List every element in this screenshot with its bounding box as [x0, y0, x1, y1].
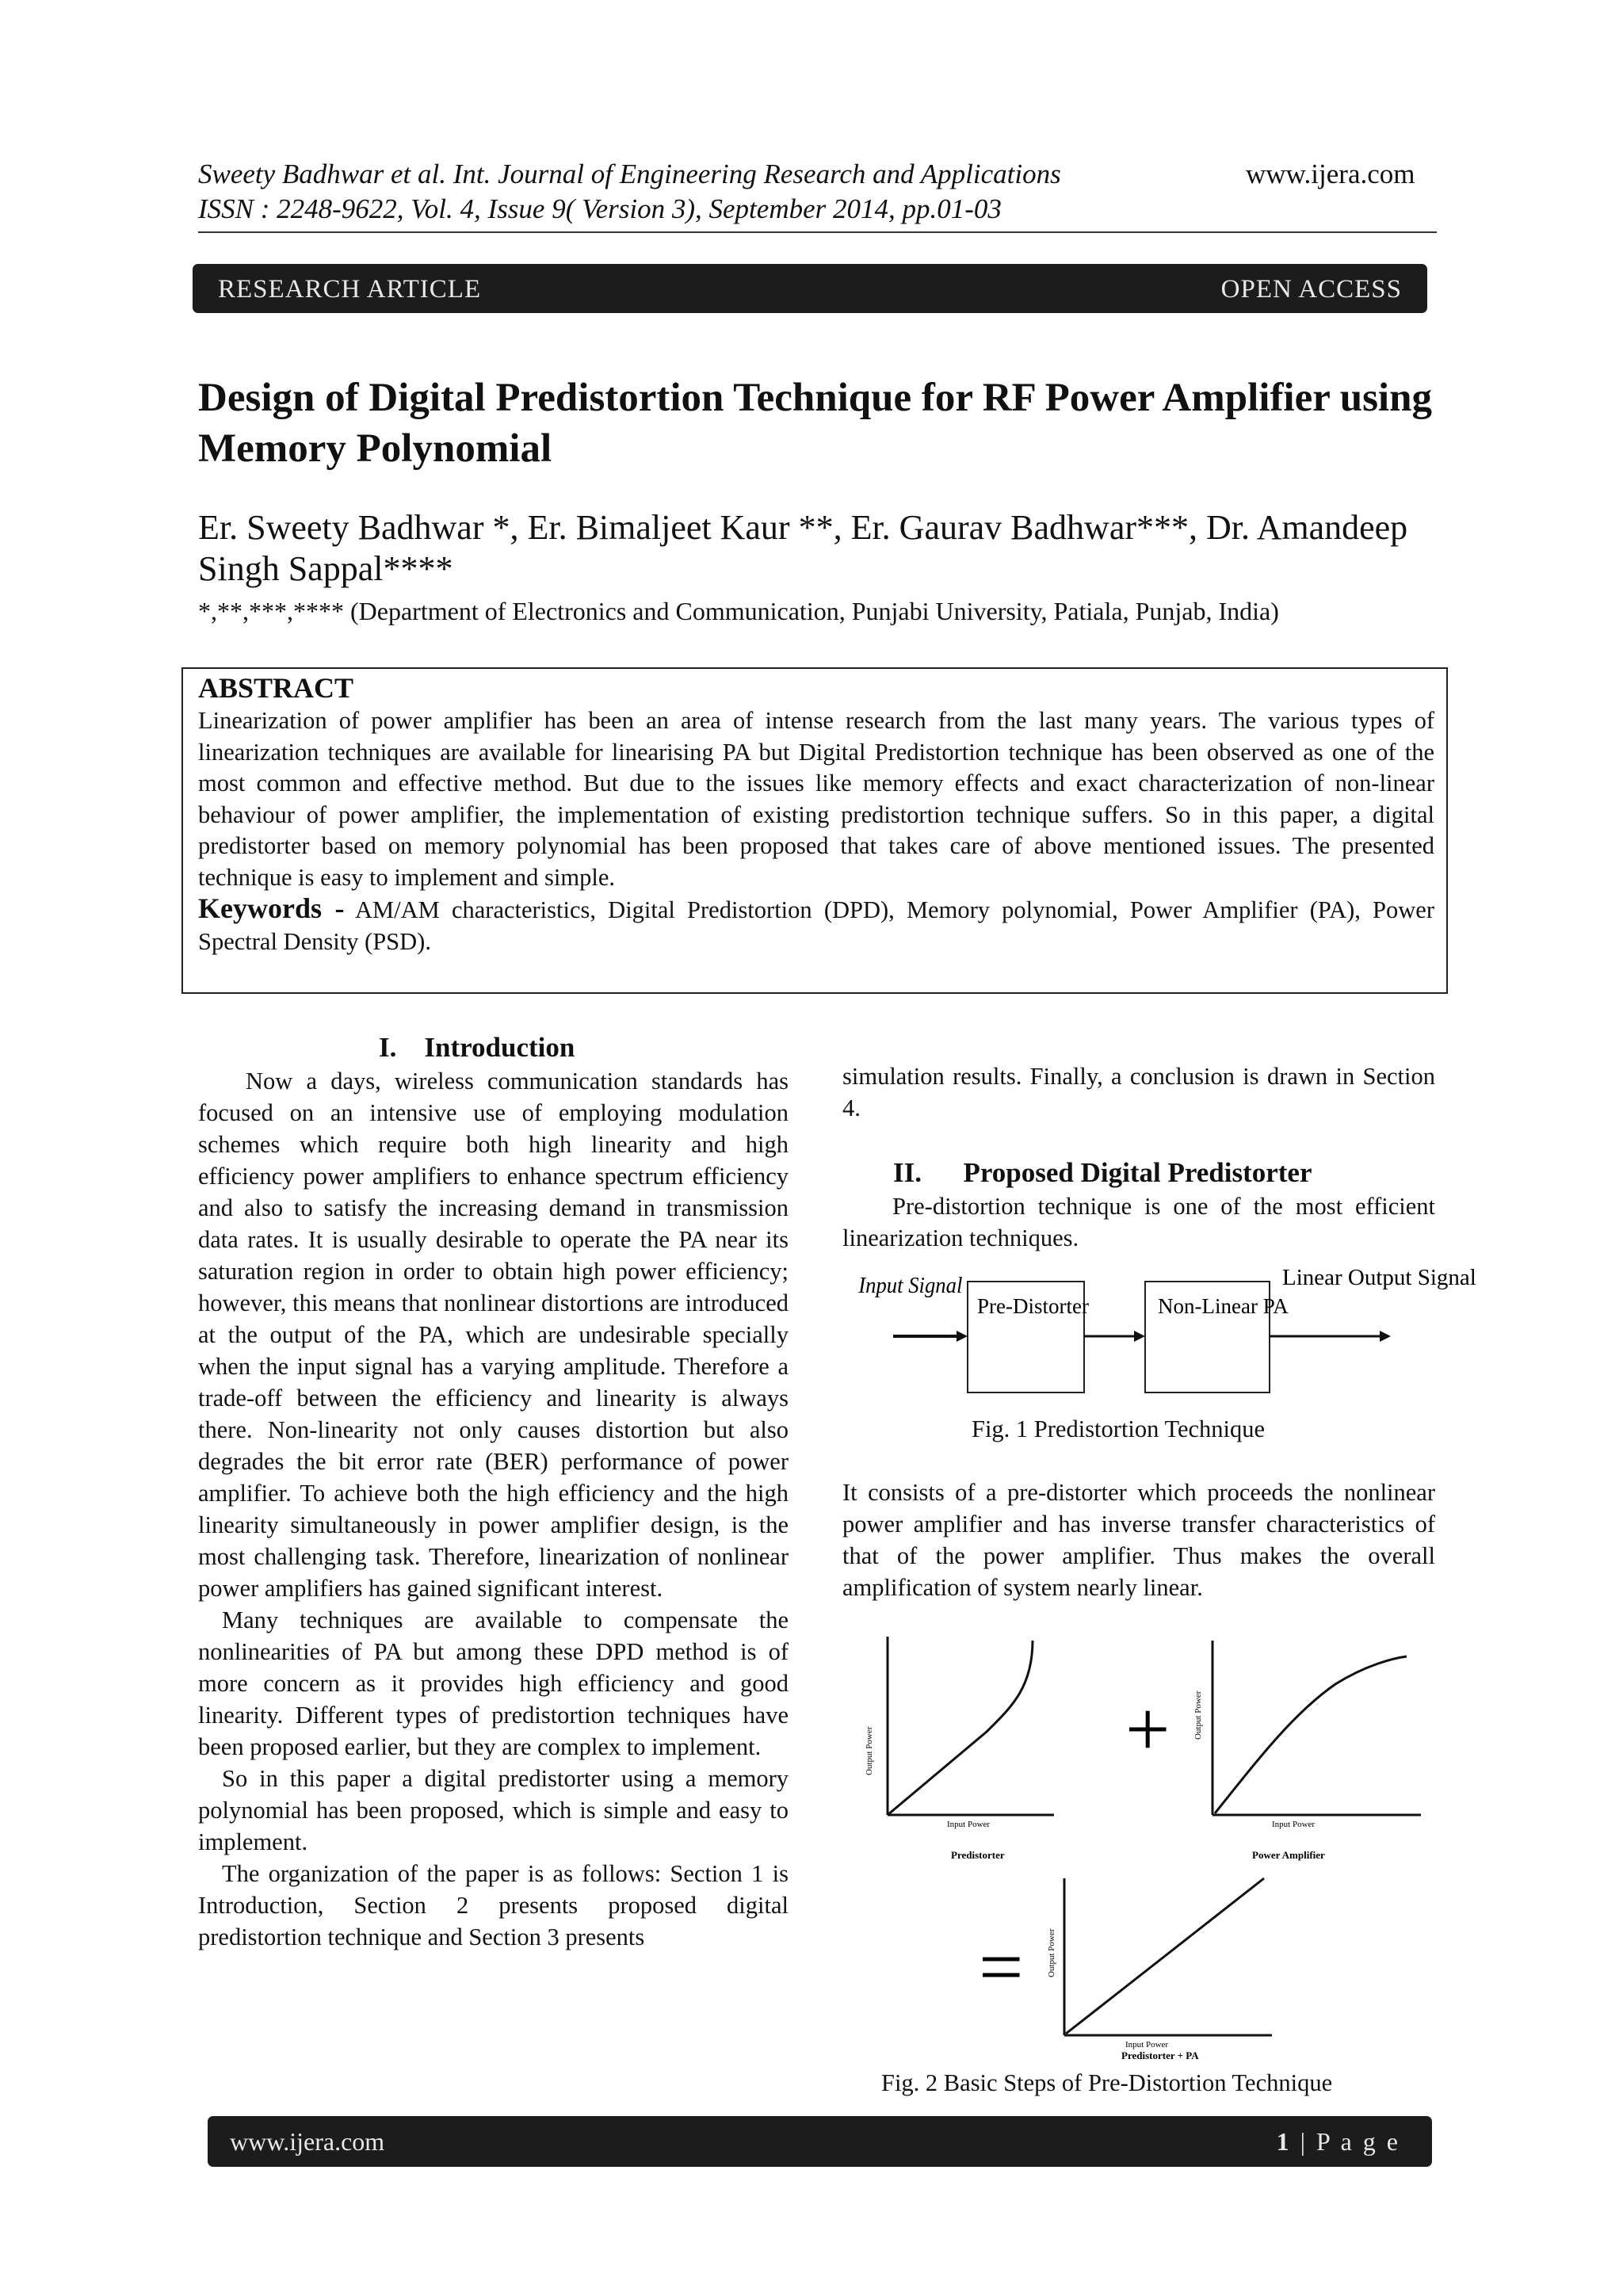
- fig1-pa-label: Non-Linear PA: [1158, 1294, 1289, 1318]
- plot2-curve: [1215, 1656, 1407, 1813]
- intro-paragraph-1: Now a days, wireless communication standards has focused on an intensive use of employing modulation schemes which require both high linearity and high efficiency power amplifiers to enhance spectrum efficiency and also to satisfy the increasing demand in transmission data rates. It is usually desirable to operate the PA near its saturation region in order to obtain high power efficiency; however, this means that nonlinear distortions are introduced at the output of the PA, which are undesirable specially when the input signal has a varying amplitude. Therefore a trade-off between the efficiency and linearity is always there. Non-linearity not only causes distortion but also degrades the bit error rate (BER) performance of power amplifier. To achieve both the high efficiency and the high linearity simultaneously in power amplifier design, is the most challenging task. Therefore, linearization of nonlinear power amplifiers has gained significant interest.: [198, 1068, 789, 1602]
- plot1-y-label: Output Power: [865, 1726, 874, 1775]
- author-affiliation: *,**,***,**** (Department of Electronics and Communication, Punjabi University, Patiala, Punjab, India): [198, 597, 1279, 625]
- plot1-curve: [888, 1641, 1033, 1815]
- plot2-y-label: Output Power: [1193, 1690, 1203, 1740]
- fig1-predistorter-label: Pre-Distorter: [977, 1294, 1089, 1318]
- section-1-continuation: simulation results. Finally, a conclusion is drawn in Section 4.: [842, 1063, 1435, 1121]
- keywords-label: Keywords -: [198, 892, 345, 924]
- fig2-caption: Fig. 2 Basic Steps of Pre-Distortion Technique: [881, 2069, 1333, 2096]
- plot2-title: Power Amplifier: [1252, 1849, 1325, 1861]
- article-type-banner: [193, 264, 1427, 313]
- section-2-heading: II. Proposed Digital Predistorter: [893, 1157, 1312, 1188]
- plot3-y-label: Output Power: [1047, 1928, 1056, 1977]
- fig1-input-label: Input Signal: [858, 1273, 963, 1299]
- plot1-x-label: Input Power: [947, 1820, 991, 1829]
- fig1-caption: Fig. 1 Predistortion Technique: [972, 1415, 1266, 1442]
- page-footer: [208, 2116, 1432, 2167]
- plot2-x-label: Input Power: [1272, 1820, 1316, 1829]
- plot3-x-label: Input Power: [1125, 2040, 1169, 2050]
- paper-title: Design of Digital Predistortion Technique for RF Power Amplifier using Memory Polynomial: [198, 376, 1432, 471]
- fig2-predistorter-plot: [865, 1637, 1054, 1861]
- intro-column: [198, 1065, 789, 1953]
- fig2-equals-sign: =: [979, 1923, 1024, 2011]
- journal-website[interactable]: www.ijera.com: [1246, 159, 1415, 189]
- page-number: 1: [1276, 2127, 1292, 2156]
- intro-paragraph-3: So in this paper a digital predistorter using a memory polynomial has been proposed, which is simple and easy to implement.: [198, 1765, 789, 1855]
- footer-website[interactable]: www.ijera.com: [230, 2127, 385, 2156]
- open-access-label: OPEN ACCESS: [1220, 275, 1402, 304]
- plot3-line: [1066, 1878, 1264, 2034]
- abstract-heading: ABSTRACT: [198, 672, 354, 704]
- plot3-title: Predistorter + PA: [1121, 2050, 1199, 2061]
- intro-paragraph-2: Many techniques are available to compensate the nonlinearities of PA but among these DPD method is of more concern as it provides high efficiency and good linearity. Different types of predistortion techniques have been proposed earlier, but they are complex to implement.: [198, 1606, 789, 1760]
- journal-header-line1: Sweety Badhwar et al. Int. Journal of Engineering Research and Applications: [198, 159, 1061, 189]
- footer-page-number: [1277, 2127, 1400, 2157]
- abstract-text: Linearization of power amplifier has been an area of intense research from the last many years. The various types of linearization techniques are available for linearising PA but Digital Predistortion technique has been observed as one of the most common and effective method. But due to the issues like memory effects and exact characterization of non-linear behaviour of power amplifier, the implementation of existing predistortion technique suffers. So in this paper, a digital predistorter based on memory polynomial has been proposed that takes care of above mentioned issues. The presented technique is easy to implement and simple.: [198, 707, 1434, 891]
- author-list: Er. Sweety Badhwar *, Er. Bimaljeet Kaur **, Er. Gaurav Badhwar***, Dr. Amandeep Singh Sappal****: [198, 508, 1408, 588]
- fig2-combined-plot: [1047, 1878, 1272, 2061]
- fig2-diagram: [852, 1617, 1454, 2069]
- section-2-paragraph-2: It consists of a pre-distorter which proceeds the nonlinear power amplifier and has inverse transfer characteristics of that of the power amplifier. Thus makes the overall amplification of system nearly linear.: [842, 1479, 1435, 1601]
- fig1-block-diagram: [842, 1256, 1476, 1415]
- plot1-title: Predistorter: [951, 1849, 1005, 1861]
- fig2-plus-sign: +: [1125, 1685, 1170, 1773]
- abstract-body: [198, 705, 1434, 957]
- section-2-paragraph-1: Pre-distortion technique is one of the most efficient linearization techniques.: [842, 1193, 1435, 1251]
- page-label: | P a g e: [1291, 2127, 1400, 2156]
- research-article-label: RESEARCH ARTICLE: [218, 275, 482, 304]
- journal-header-line2: ISSN : 2248-9622, Vol. 4, Issue 9( Version 3), September 2014, pp.01-03: [198, 193, 1002, 224]
- section-1-heading: I. Introduction: [379, 1032, 575, 1063]
- fig1-output-label: Linear Output Signal: [1282, 1265, 1476, 1290]
- fig1-output-arrowhead: [1380, 1331, 1391, 1342]
- fig2-pa-plot: [1193, 1641, 1421, 1861]
- intro-paragraph-4: The organization of the paper is as follows: Section 1 is Introduction, Section 2 presents proposed digital predistortion technique and Section 3 presents: [198, 1860, 789, 1950]
- fig1-input-arrowhead: [957, 1331, 968, 1342]
- header-divider: [198, 231, 1437, 233]
- fig1-mid-arrowhead: [1134, 1331, 1145, 1342]
- keywords-text: AM/AM characteristics, Digital Predistortion (DPD), Memory polynomial, Power Amplifier (PA), Power Spectral Density (PSD).: [198, 896, 1434, 955]
